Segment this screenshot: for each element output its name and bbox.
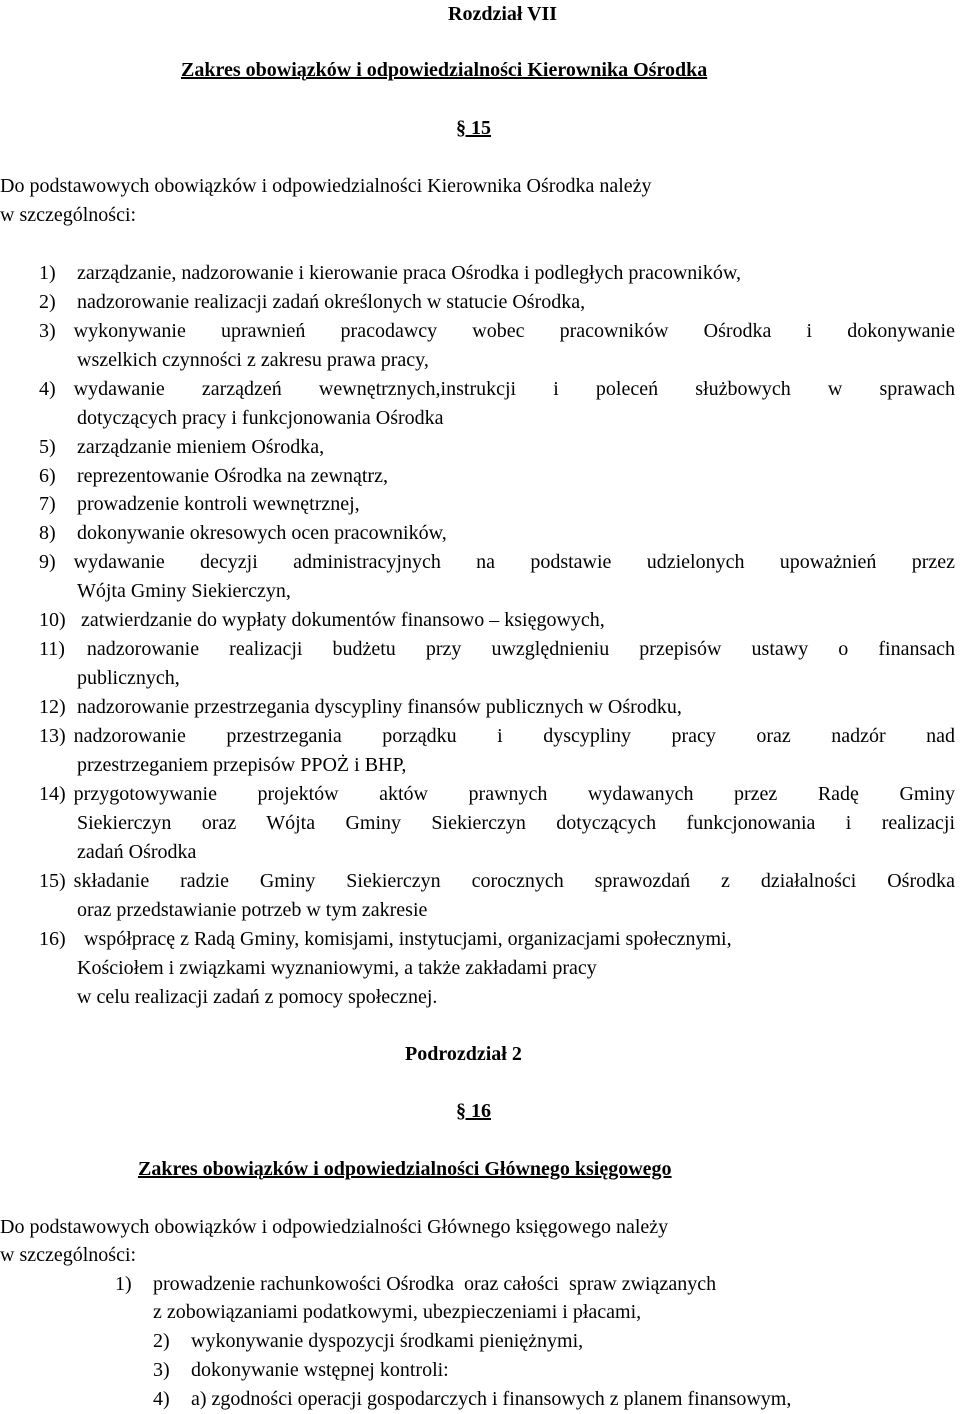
item-number: 3) bbox=[153, 1359, 170, 1381]
item-text: wydawanie zarządzeń wewnętrznych,instrukcji i poleceń służbowych w sprawach bbox=[73, 378, 955, 400]
item-number: 7) bbox=[39, 493, 56, 515]
item-text: a) zgodności operacji gospodarczych i finansowych z planem finansowym, bbox=[191, 1388, 792, 1410]
item-number: 5) bbox=[39, 436, 56, 458]
list-item-14-line-3: zadań Ośrodka bbox=[77, 841, 197, 863]
item-text: nadzorowanie przestrzegania dyscypliny finansów publicznych w Ośrodku, bbox=[77, 696, 682, 718]
item-number: 12) bbox=[39, 696, 66, 718]
list-item-1 bbox=[115, 1272, 716, 1296]
item-number: 11) bbox=[39, 638, 65, 660]
item-text: współpracę z Radą Gminy, komisjami, instytucjami, organizacjami społecznymi, bbox=[84, 928, 732, 950]
list-item-16-line-2: Kościołem i związkami wyznaniowymi, a także zakładami pracy bbox=[77, 957, 597, 979]
item-number: 10) bbox=[39, 609, 66, 631]
list-item-3 bbox=[39, 319, 955, 343]
item-number: 9) bbox=[39, 551, 56, 573]
item-text: reprezentowanie Ośrodka na zewnątrz, bbox=[77, 465, 388, 487]
list-item-15 bbox=[39, 869, 955, 893]
list-item-4 bbox=[153, 1387, 791, 1411]
intro-line-1: Do podstawowych obowiązków i odpowiedzialności Kierownika Ośrodka należy bbox=[0, 175, 652, 197]
subchapter-title: Podrozdział 2 bbox=[405, 1043, 522, 1065]
item-text: wydawanie decyzji administracyjnych na podstawie udzielonych upoważnień przez bbox=[73, 551, 955, 573]
intro-line-2: w szczególności: bbox=[0, 1244, 137, 1266]
intro-line-2: w szczególności: bbox=[0, 204, 137, 226]
item-number: 2) bbox=[153, 1330, 170, 1352]
item-text: dokonywanie wstępnej kontroli: bbox=[191, 1359, 449, 1381]
item-number: 8) bbox=[39, 522, 56, 544]
list-item-4-line-2: dotyczących pracy i funkcjonowania Ośrodka bbox=[77, 407, 444, 429]
item-number: 2) bbox=[39, 291, 56, 313]
list-item-9 bbox=[39, 550, 955, 574]
list-item-13-line-2: przestrzeganiem przepisów PPOŻ i BHP, bbox=[77, 754, 407, 776]
list-item-2 bbox=[39, 290, 585, 314]
list-item-1 bbox=[39, 261, 741, 285]
list-item-3 bbox=[153, 1358, 449, 1382]
item-number: 1) bbox=[39, 262, 56, 284]
list-item-13 bbox=[39, 724, 955, 748]
list-item-6 bbox=[39, 464, 388, 488]
item-text: zarządzanie mieniem Ośrodka, bbox=[77, 436, 325, 458]
item-text: przygotowywanie projektów aktów prawnych wydawanych przez Radę Gminy bbox=[73, 783, 955, 805]
item-number: 1) bbox=[115, 1273, 132, 1295]
item-text: nadzorowanie przestrzegania porządku i dyscypliny pracy oraz nadzór nad bbox=[73, 725, 955, 747]
chapter-subtitle: Zakres obowiązków i odpowiedzialności Kierownika Ośrodka bbox=[181, 59, 708, 81]
item-number: 15) bbox=[39, 870, 66, 892]
list-item-10 bbox=[39, 608, 605, 632]
intro-line-1: Do podstawowych obowiązków i odpowiedzialności Głównego księgowego należy bbox=[0, 1216, 669, 1238]
list-item-14-line-2 bbox=[77, 811, 955, 835]
list-item-11-line-2: publicznych, bbox=[77, 667, 180, 689]
section-16-heading: § 16 bbox=[456, 1100, 491, 1122]
list-item-16-line-3: w celu realizacji zadań z pomocy społecznej. bbox=[77, 986, 438, 1008]
item-text: zarządzanie, nadzorowanie i kierowanie praca Ośrodka i podległych pracowników, bbox=[77, 262, 741, 284]
list-item-2 bbox=[153, 1329, 583, 1353]
list-item-1-line-2: z zobowiązaniami podatkowymi, ubezpieczeniami i płacami, bbox=[153, 1301, 642, 1323]
list-item-5 bbox=[39, 435, 324, 459]
list-item-11 bbox=[39, 637, 955, 661]
list-item-3-line-2: wszelkich czynności z zakresu prawa pracy, bbox=[77, 349, 429, 371]
item-text: nadzorowanie realizacji budżetu przy uwzględnieniu przepisów ustawy o finansach bbox=[86, 638, 955, 660]
list-item-7 bbox=[39, 492, 360, 516]
item-text: dokonywanie okresowych ocen pracowników, bbox=[77, 522, 447, 544]
item-text: wykonywanie uprawnień pracodawcy wobec pracowników Ośrodka i dokonywanie bbox=[73, 320, 955, 342]
list-item-9-line-2: Wójta Gminy Siekierczyn, bbox=[77, 580, 291, 602]
list-item-8 bbox=[39, 521, 447, 545]
item-text: prowadzenie kontroli wewnętrznej, bbox=[77, 493, 360, 515]
chapter-title: Rozdział VII bbox=[448, 3, 558, 25]
item-text: składanie radzie Gminy Siekierczyn corocznych sprawozdań z działalności Ośrodka bbox=[73, 870, 955, 892]
item-number: 4) bbox=[39, 378, 56, 400]
list-item-16 bbox=[39, 927, 732, 951]
subchapter-subtitle: Zakres obowiązków i odpowiedzialności Głównego księgowego bbox=[138, 1158, 672, 1180]
item-number: 6) bbox=[39, 465, 56, 487]
item-number: 16) bbox=[39, 928, 66, 950]
item-text: nadzorowanie realizacji zadań określonych w statucie Ośrodka, bbox=[77, 291, 586, 313]
section-15-heading: § 15 bbox=[456, 117, 491, 139]
item-text: prowadzenie rachunkowości Ośrodka oraz całości spraw związanych bbox=[153, 1273, 717, 1295]
list-item-4 bbox=[39, 377, 955, 401]
list-item-14 bbox=[39, 782, 955, 806]
list-item-12 bbox=[39, 695, 682, 719]
list-item-15-line-2: oraz przedstawianie potrzeb w tym zakresie bbox=[77, 899, 428, 921]
item-number: 3) bbox=[39, 320, 56, 342]
item-number: 14) bbox=[39, 783, 66, 805]
item-text: wykonywanie dyspozycji środkami pieniężnymi, bbox=[191, 1330, 584, 1352]
item-number: 13) bbox=[39, 725, 66, 747]
item-text: zatwierdzanie do wypłaty dokumentów finansowo – księgowych, bbox=[81, 609, 605, 631]
item-text: Siekierczyn oraz Wójta Gminy Siekierczyn dotyczących funkcjonowania i realizacji bbox=[77, 812, 955, 834]
item-number: 4) bbox=[153, 1388, 170, 1410]
